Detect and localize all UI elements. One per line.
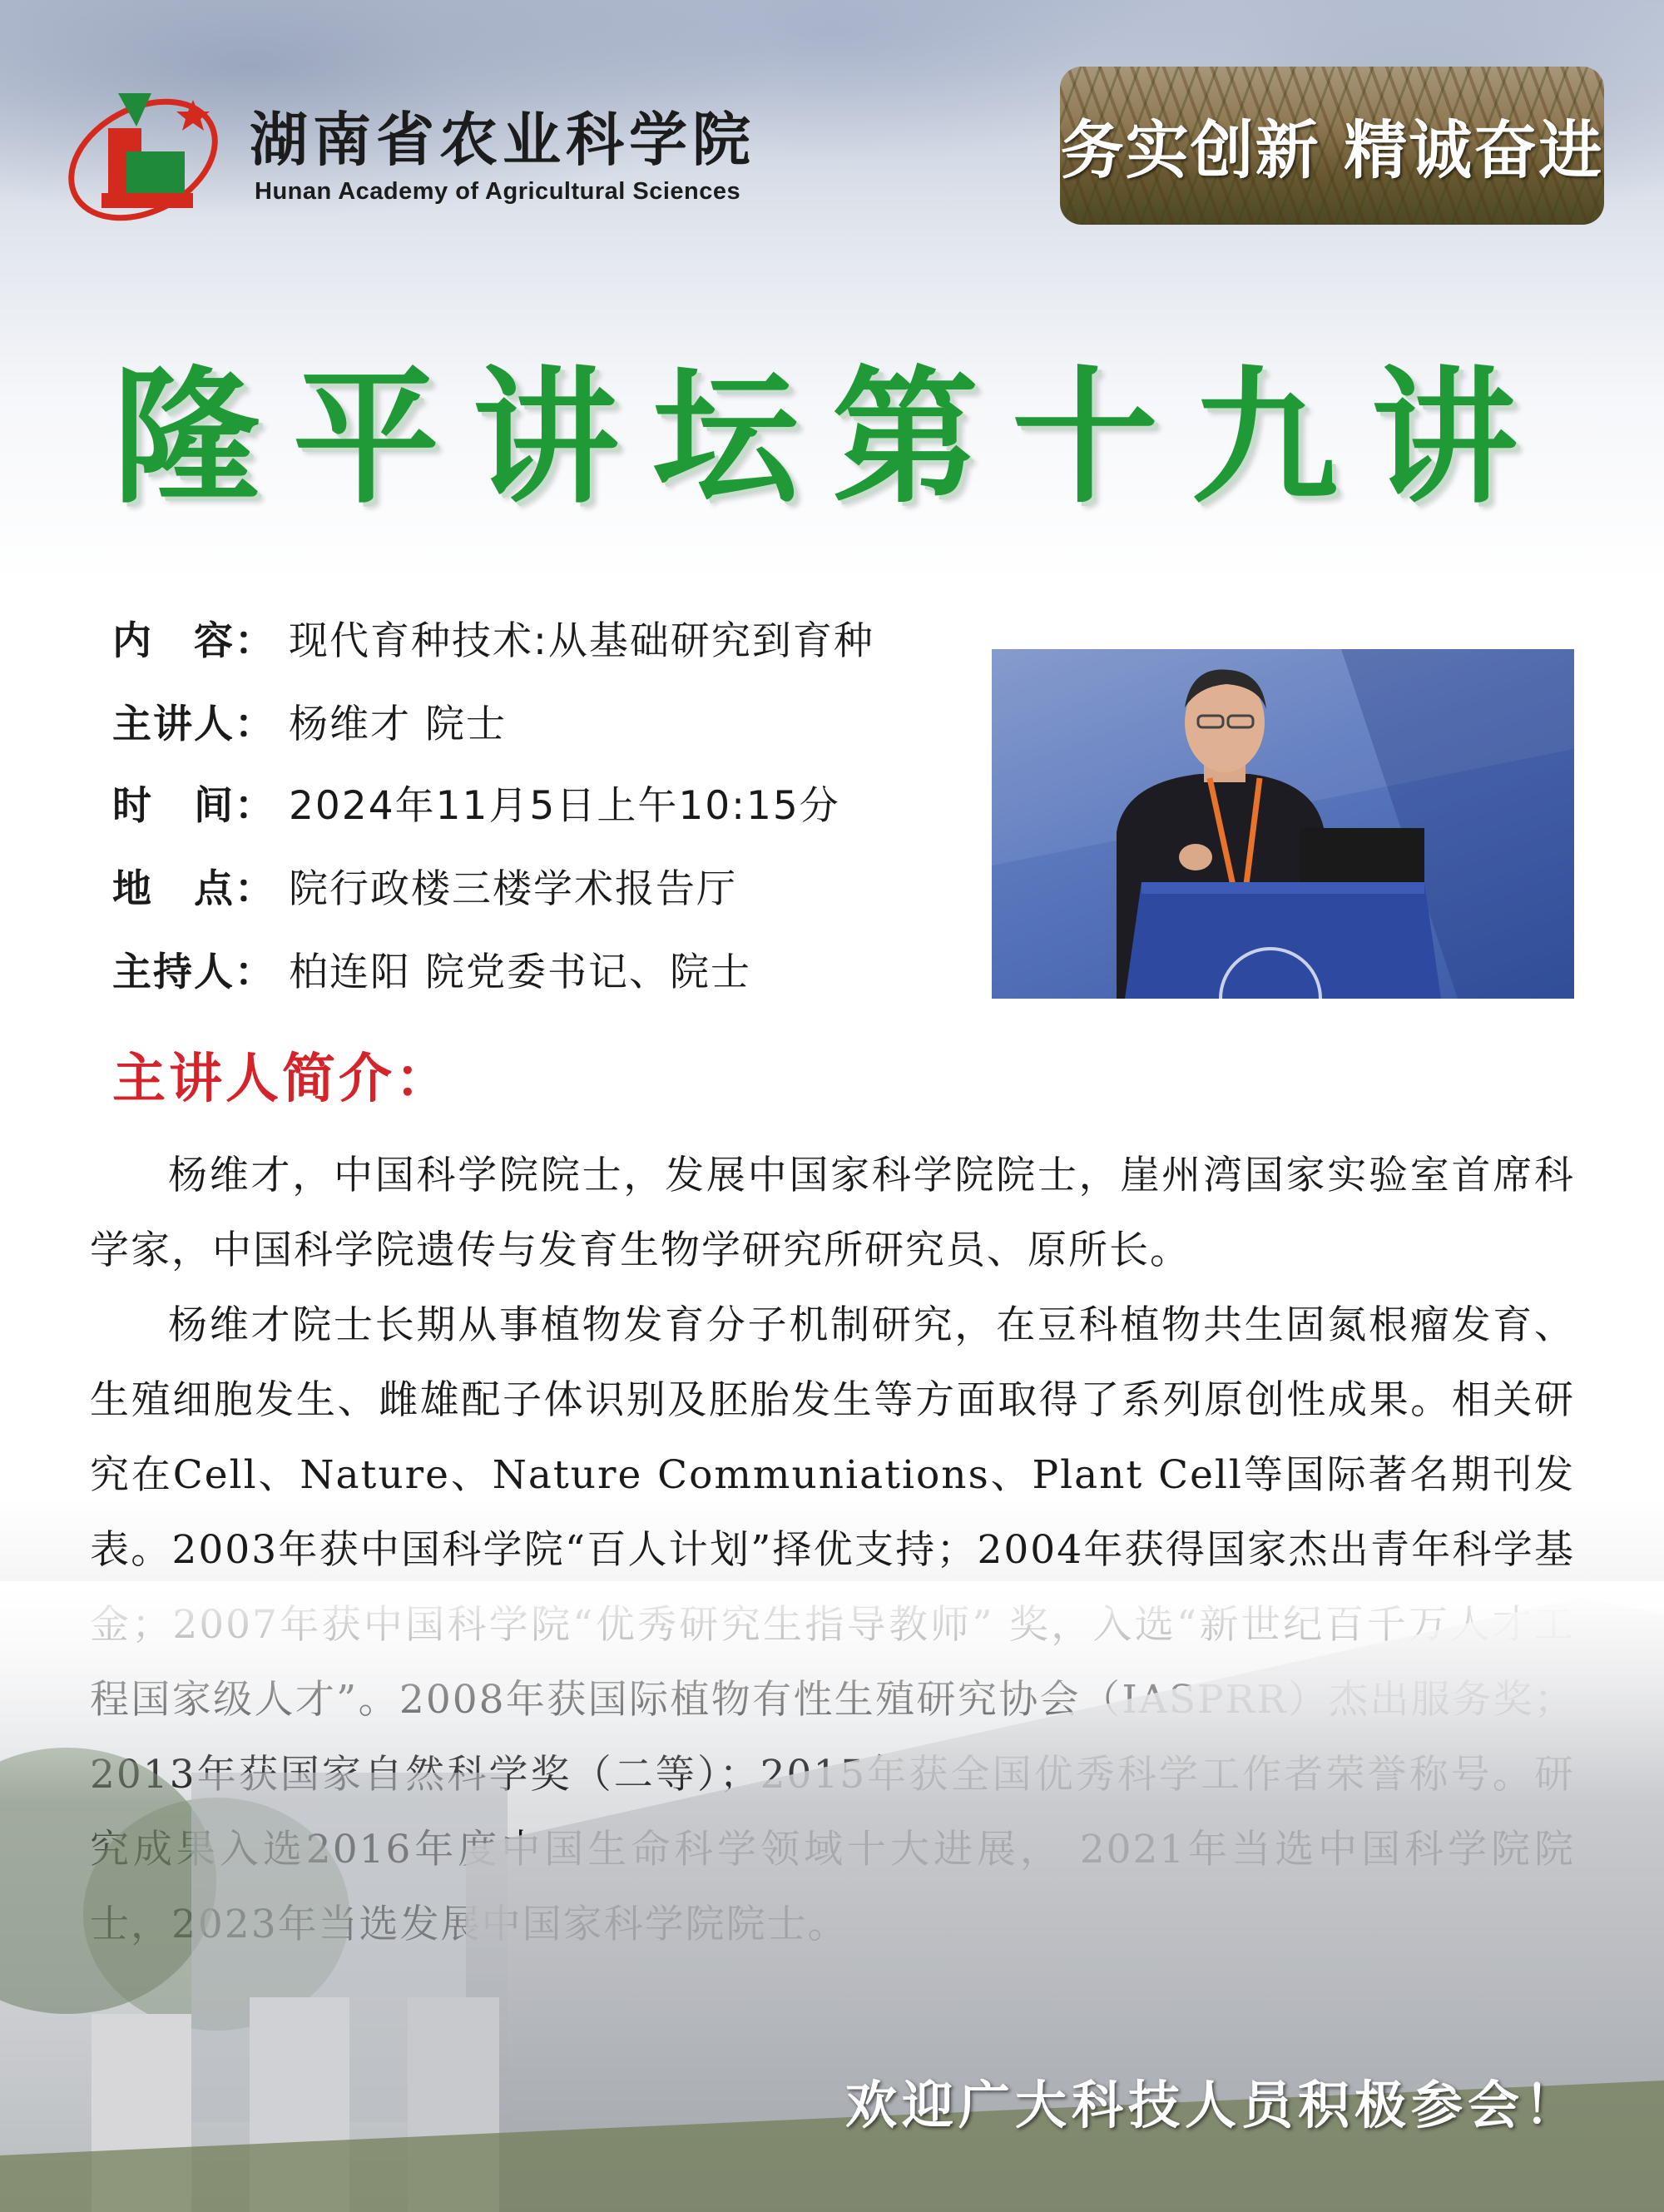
speaker-photo (992, 649, 1574, 999)
bio-paragraph: 杨维才，中国科学院院士，发展中国家科学院院士，崖州湾国家实验室首席科学家，中国科学院遗传与发育生物学研究所研究员、原所长。 (90, 1153, 1575, 1273)
info-label: 地 点 (112, 866, 235, 912)
info-value: 2024年11月5日上午10:15分 (289, 783, 840, 829)
motto-text: 务实创新 精诚奋进 (1060, 113, 1604, 187)
info-label: 内 容 (112, 618, 235, 664)
info-separator: ： (235, 702, 275, 747)
bio-heading: 主讲人简介： (112, 1049, 452, 1110)
info-value: 杨维才 院士 (289, 702, 507, 747)
info-value: 现代育种技术:从基础研究到育种 (289, 618, 874, 664)
motto-banner (1060, 67, 1604, 225)
bio-paragraph: 杨维才院士长期从事植物发育分子机制研究，在豆科植物共生固氮根瘤发育、生殖细胞发生、雌雄配子体识别及胚胎发生等方面取得了系列原创性成果。相关研究在Cell、Nature、Nature Communiations、Plant Cell等国际著名期刊发表。2003年获中国科学院“百人计划”择优支持；2004年获得国家杰出青年科学基 (90, 1302, 1575, 1573)
org-name-cn: 湖南省农业科学院 (250, 105, 755, 174)
haas-logo-icon (60, 68, 226, 235)
info-value: 院行政楼三楼学术报告厅 (289, 866, 737, 912)
info-label: 主讲人 (112, 702, 235, 747)
info-label: 主持人 (112, 950, 235, 995)
info-value: 柏连阳 院党委书记、院士 (289, 950, 751, 995)
org-name-en: Hunan Academy of Agricultural Sciences (255, 178, 741, 205)
info-label: 时 间 (112, 783, 235, 829)
lecture-title: 隆平讲坛第十九讲 (112, 351, 1551, 523)
welcome-message: 欢迎广大科技人员积极参会！ (844, 2075, 1581, 2135)
info-separator: ： (235, 950, 275, 995)
info-separator: ： (235, 866, 275, 912)
info-separator: ： (235, 618, 275, 664)
info-separator: ： (235, 783, 275, 829)
